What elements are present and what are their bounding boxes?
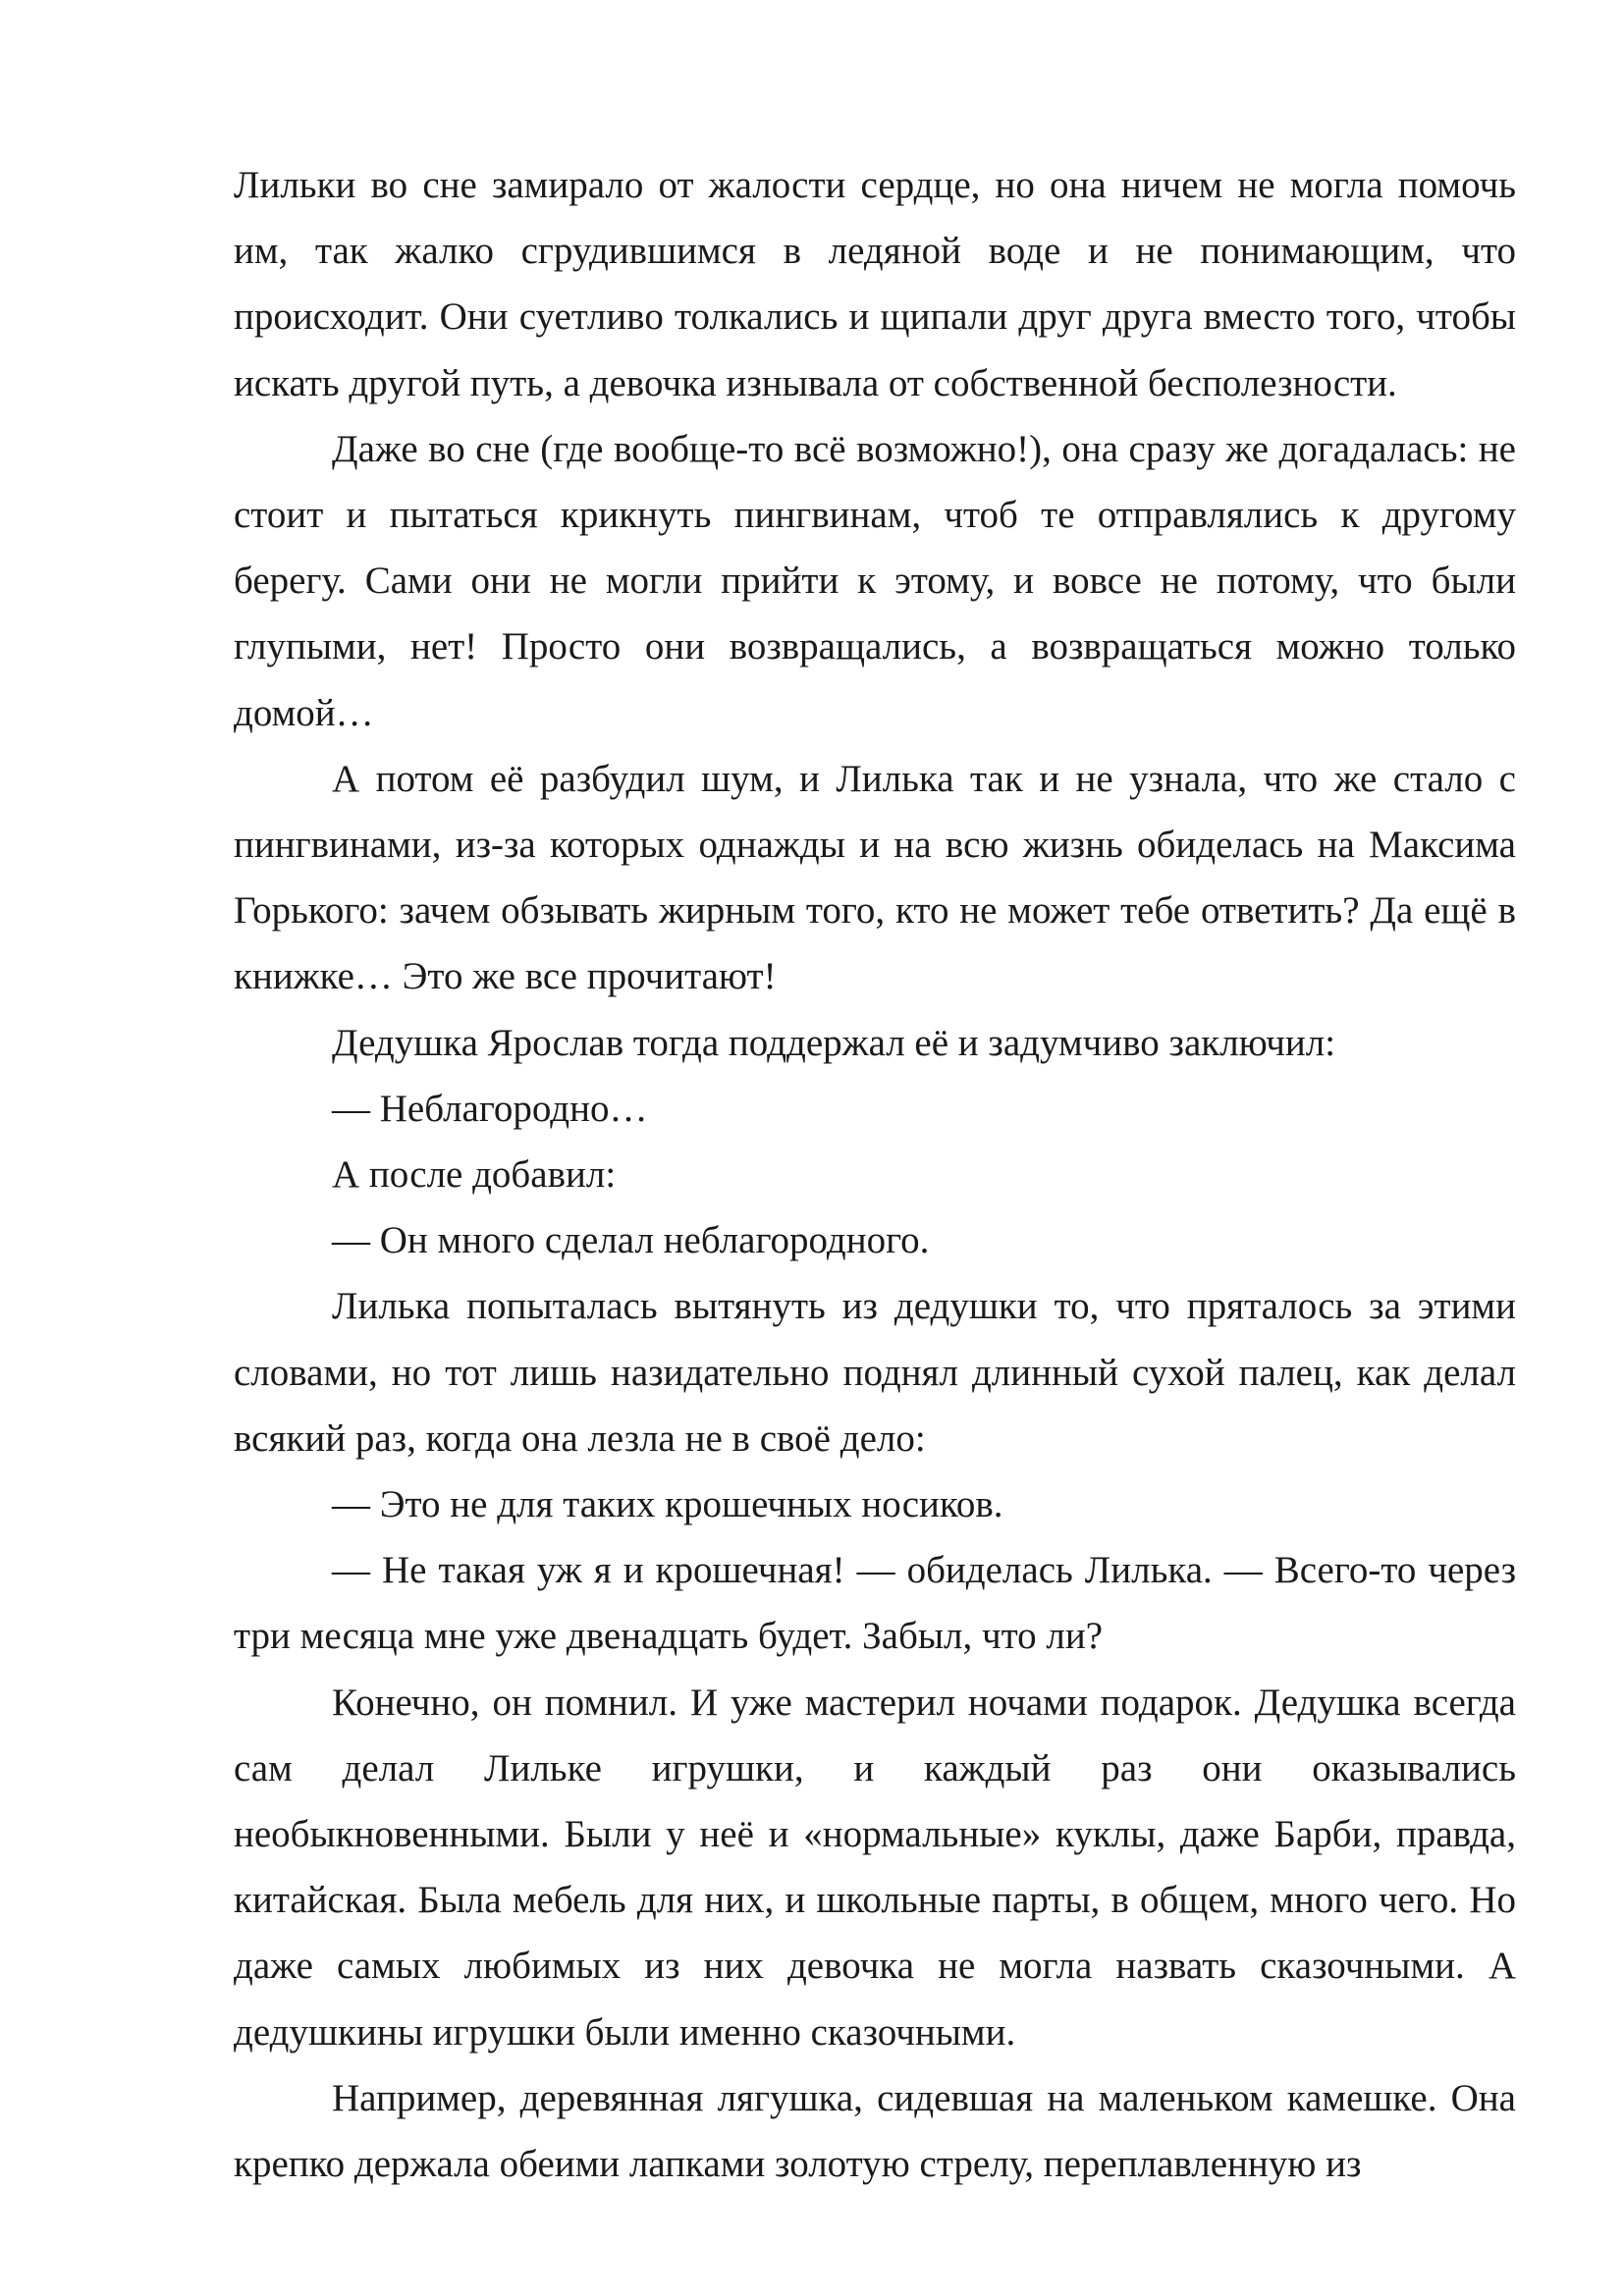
paragraph-11: Конечно, он помнил. И уже мастерил ночами подарок. Дедушка всегда сам делал Лильке игрушки, и каждый раз они оказывались необыкновенными. Были у неё и «нормальные» куклы, даже Барби, правда, китайская. Была мебель для них, и школьные парты, в общем, много чего. Но даже самых любимых из них девочка не могла назвать сказочными. А дедушкины игрушки были именно сказочными.	[234, 1681, 1516, 2054]
paragraph-2: Даже во сне (где вообще-то всё возможно!), она сразу же догадалась: не стоит и пытаться крикнуть пингвинам, чтоб те отправлялись к другому берегу. Сами они не могли прийти к этому, и вовсе не потому, что были глупыми, нет! Просто они возвращались, а возвращаться можно только домой…	[234, 427, 1516, 734]
paragraph-8: Лилька попыталась вытянуть из дедушки то, что пряталось за этими словами, но тот лишь назидательно поднял длинный сухой палец, как делал всякий раз, когда она лезла не в своё дело:	[234, 1285, 1516, 1460]
paragraph-9-dialogue: — Это не для таких крошечных носиков.	[332, 1483, 1003, 1526]
body-text	[234, 152, 1516, 2197]
paragraph-12: Например, деревянная лягушка, сидевшая на маленьком камешке. Она крепко держала обеими лапками золотую стрелу, переплавленную из	[234, 2076, 1516, 2186]
paragraph-1: Лильки во сне замирало от жалости сердце, но она ничем не могла помочь им, так жалко сгрудившимся в ледяной воде и не понимающим, что происходит. Они суетливо толкались и щипали друг друга вместо того, чтобы искать другой путь, а девочка изнывала от собственной бесполезности.	[234, 164, 1516, 404]
paragraph-6: А после добавил:	[332, 1153, 617, 1197]
paragraph-10-dialogue: — Не такая уж я и крошечная! — обиделась Лилька. — Всего-то через три месяца мне уже двенадцать будет. Забыл, что ли?	[234, 1549, 1516, 1658]
paragraph-3: А потом её разбудил шум, и Лилька так и не узнала, что же стало с пингвинами, из-за которых однажды и на всю жизнь обиделась на Максима Горького: зачем обзывать жирным того, кто не может тебе ответить? Да ещё в книжке… Это же все прочитают!	[234, 757, 1516, 998]
paragraph-5-dialogue: — Неблагородно…	[332, 1087, 648, 1130]
paragraph-7-dialogue: — Он много сделал неблагородного.	[332, 1219, 930, 1262]
paragraph-4: Дедушка Ярослав тогда поддержал её и задумчиво заключил:	[332, 1021, 1336, 1064]
